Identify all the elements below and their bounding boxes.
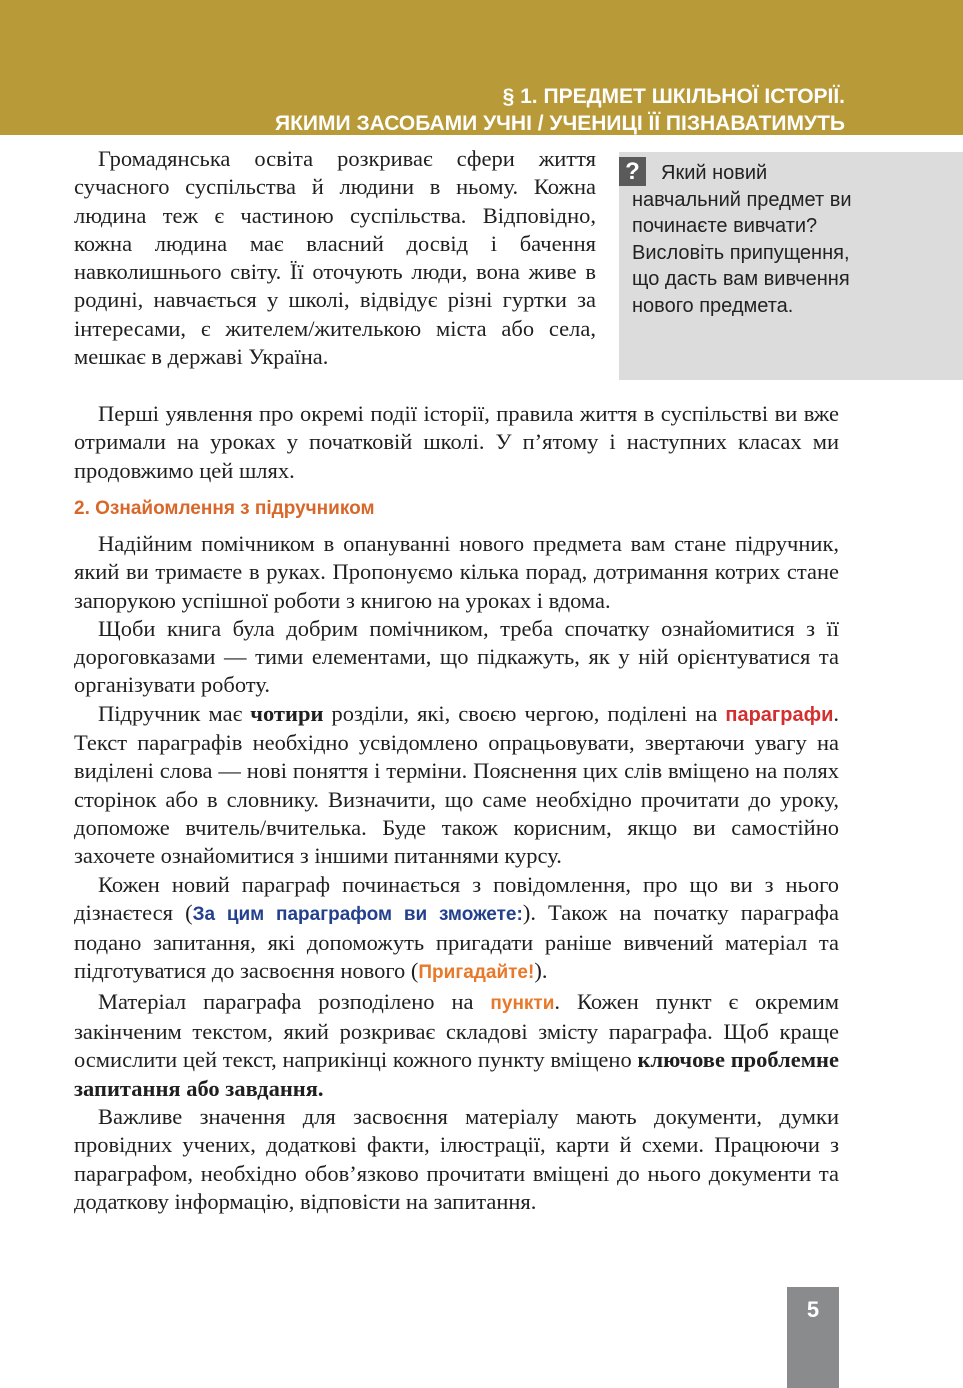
keyword-paragraphs: параграфи (725, 703, 834, 726)
text-fragment: ). (534, 958, 548, 984)
section-body (74, 530, 839, 1216)
text-fragment: ). Також на початку параграфа подано запитання, які допоможуть пригадати раніше вивчений матеріал та підготуватися до засвоєння нового ( (74, 899, 839, 984)
page-header (0, 0, 963, 135)
bold-key-question: ключове проблемне запитання або завдання. (74, 1047, 839, 1101)
paragraph-structure (74, 700, 839, 871)
question-text: Який новий навчальний предмет ви починаєте вивчати? Висловіть припущення, що дасть вам вивчення нового предмета. (632, 162, 852, 317)
keyword-recall: Пригадайте! (418, 962, 535, 984)
intro-paragraph-1: Громадянська освіта розкриває сфери життя сучасного суспільства й людини в ньому. Кожна людина теж є частиною суспільства. Відповідно, кожна людина має власний досвід і бачення навколишнього світу. Її оточують люди, вона живе в родині, навчається у школі, відвідує різні гуртки за інтересами, є жителем/жителькою міста або села, мешкає в державі Україна. (74, 146, 596, 370)
paragraph-documents: Важливе значення для засвоєння матеріалу мають документи, думки провідних учених, додаткові факти, ілюстрації, карти й схеми. Працюючи з параграфом, необхідно обов’язково прочитати вміщені до нього документи та додаткову інформацію, відповісти на запитання. (74, 1103, 839, 1214)
section-heading: 2. Ознайомлення з підручником (74, 498, 375, 519)
page-number: 5 (806, 1297, 820, 1322)
paragraph-signposts: Щоби книга була добрим помічником, треба спочатку ознайомитися з її дороговказами — тими елементами, що підкажуть, як у ній орієнтуватися та організувати роботу. (74, 615, 839, 698)
paragraph-points (74, 988, 839, 1103)
intro-column (74, 145, 596, 371)
section-title-line1: § 1. ПРЕДМЕТ ШКІЛЬНОЇ ІСТОРІЇ. (502, 85, 845, 108)
intro-column-full (74, 400, 839, 485)
text-fragment: Матеріал параграфа розподілено на (98, 988, 491, 1014)
keyword-points: пункти (490, 992, 555, 1014)
text-fragment: Кожен новий параграф починається з повідомлення, про що ви з нього дізнаєтеся ( (74, 871, 839, 925)
text-fragment: розділи, які, своєю чергою, поділені на (323, 700, 726, 726)
intro-paragraph-2: Перші уявлення про окремі події історії, правила життя в суспільстві ви вже отримали на уроках у початковій школі. У п’ятому і наступних класах ми продовжимо цей шлях. (74, 401, 839, 483)
paragraph-textbook-helper: Надійним помічником в опануванні нового предмета вам стане підручник, який ви тримаєте в руках. Пропонуємо кілька порад, дотримання котрих стане запорукою успішної роботи з книгою на уроках і вдома. (74, 531, 839, 613)
page-number-tab (787, 1287, 839, 1388)
text-fragment: . Кожен пункт є окремим закінченим текстом, який розкриває складові змісту параграфа. Щоб краще осмислити цей текст, наприкінці кожного пункту вміщено (74, 988, 839, 1073)
text-fragment: . Текст параграфів необхідно усвідомлено опрацьовувати, звертаючи увагу на виділені слова — нові поняття і терміни. Пояснення цих слів вміщено на полях сторінок або в словнику. Визначити, що саме необхідно прочитати до уроку, допоможе вчитель/вчителька. Буде також корисним, якщо ви самостійно захочете ознайомитися з іншими питаннями курсу. (74, 700, 839, 869)
keyword-you-can: За цим параграфом ви зможете: (192, 903, 523, 925)
bold-term: чотири (250, 700, 324, 726)
question-box (619, 152, 963, 380)
text-fragment: Підручник має (98, 700, 251, 726)
paragraph-beginning (74, 871, 839, 988)
question-mark-icon: ? (619, 157, 646, 186)
section-title-line2: ЯКИМИ ЗАСОБАМИ УЧНІ / УЧЕНИЦІ ЇЇ ПІЗНАВАТИМУТЬ (275, 112, 845, 135)
